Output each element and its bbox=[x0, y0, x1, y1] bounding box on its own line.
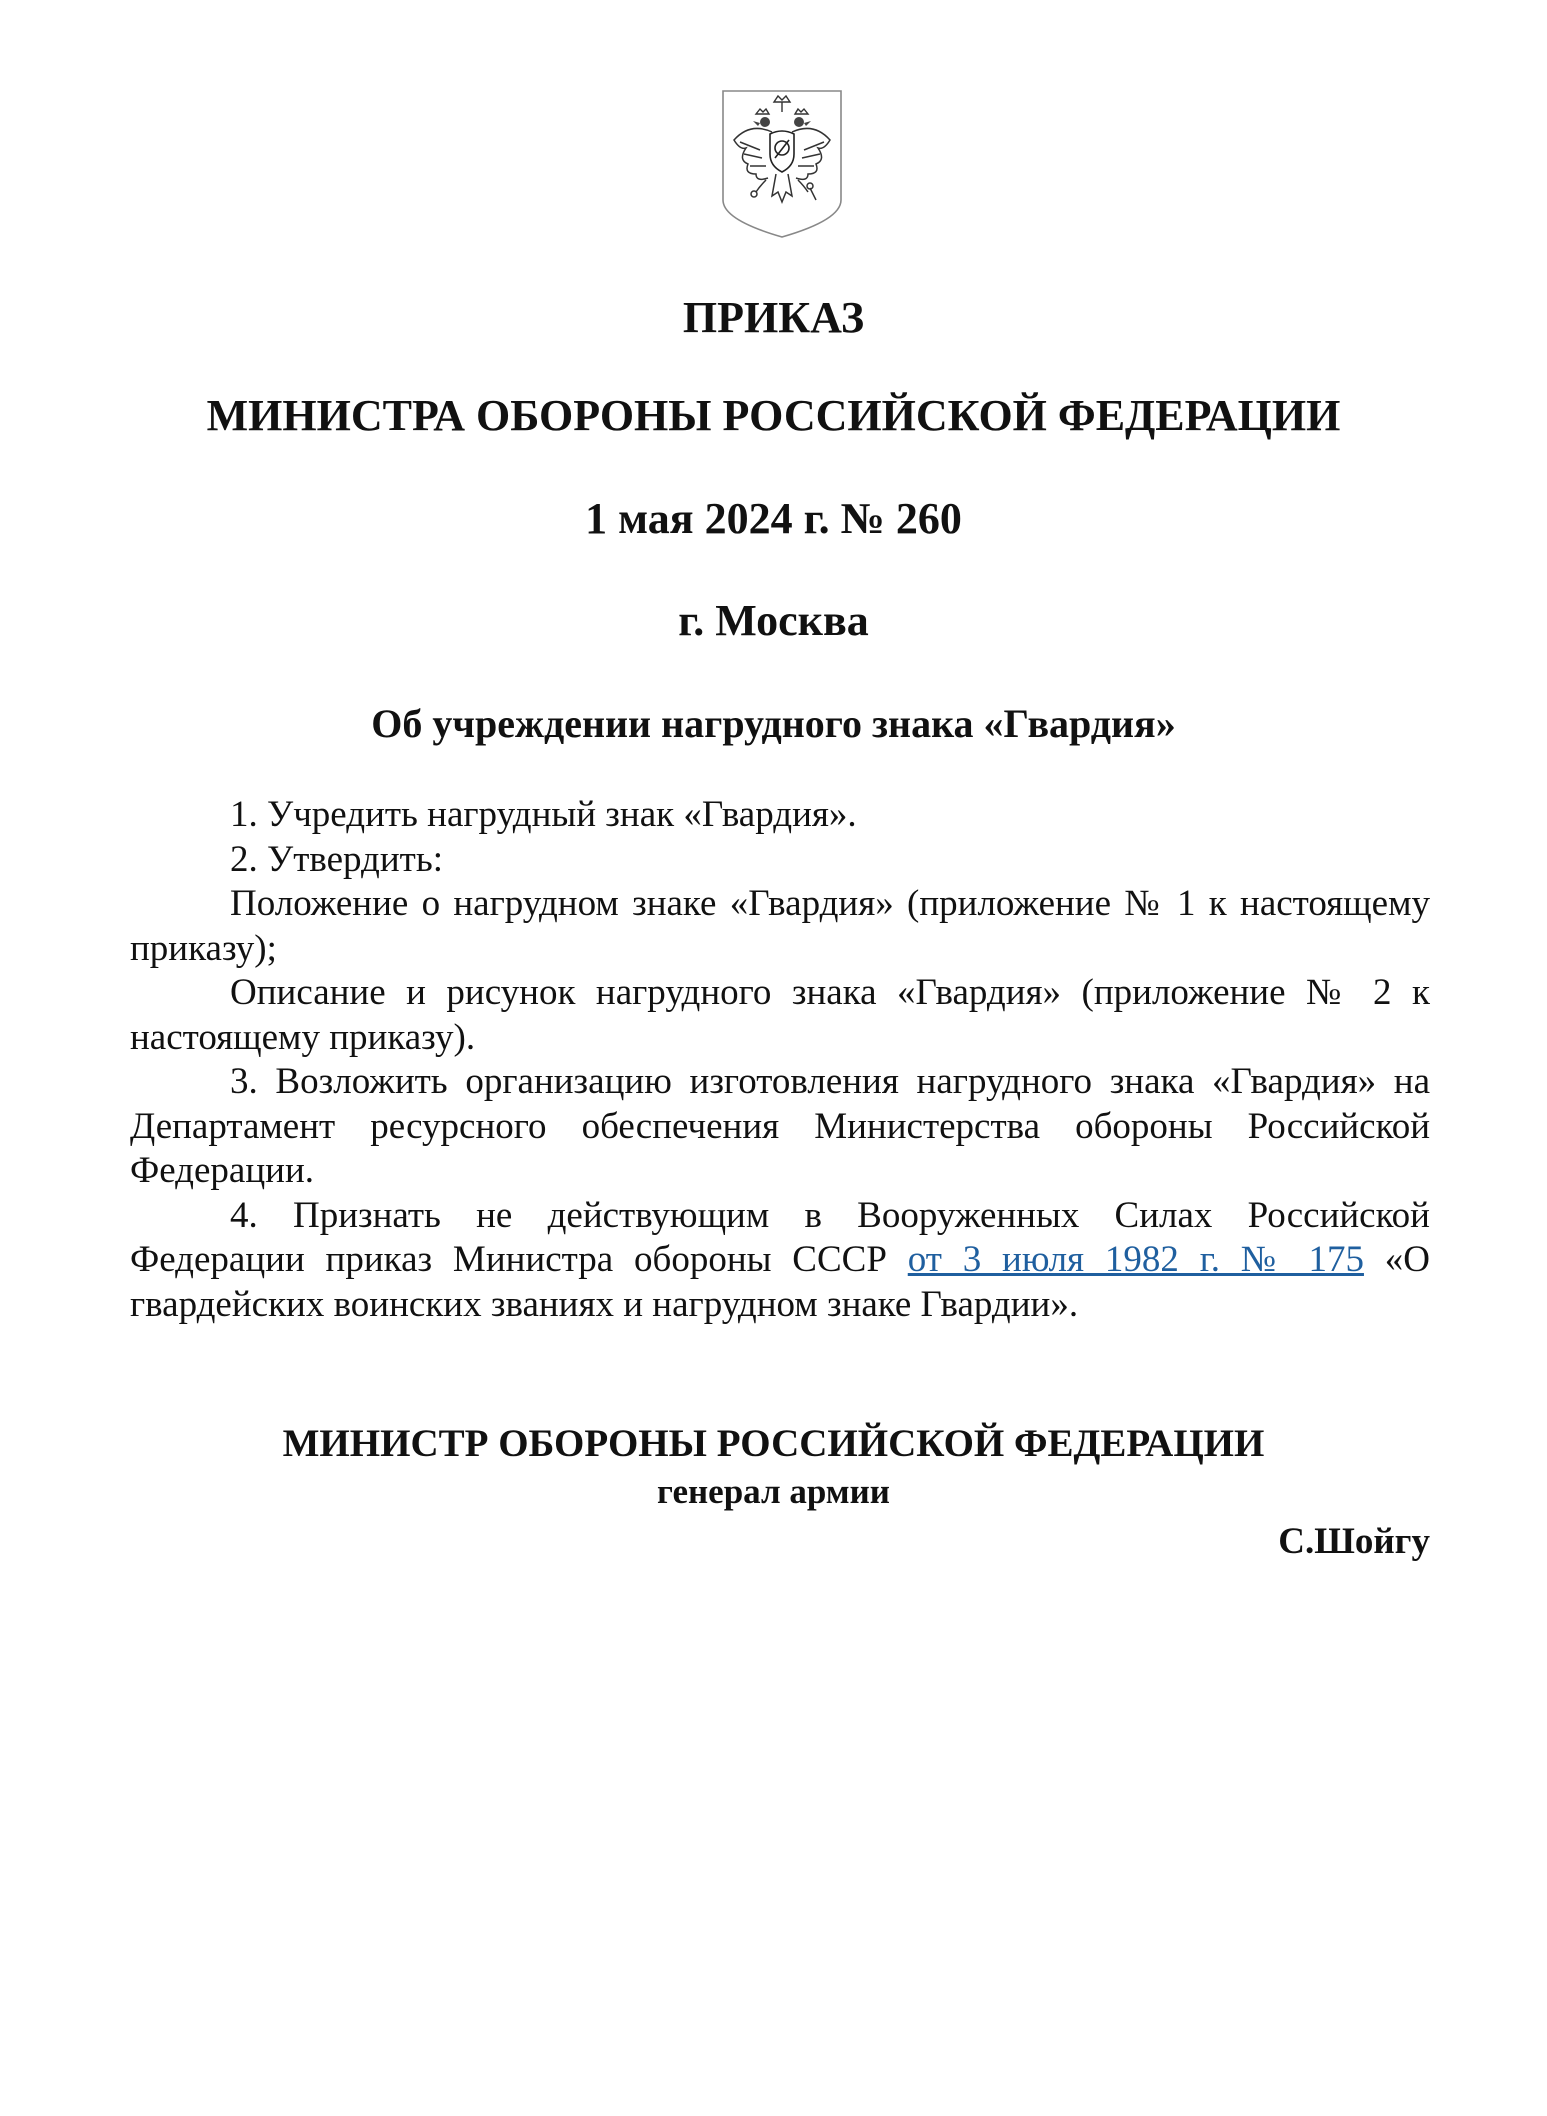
signature-name: С.Шойгу bbox=[1278, 1521, 1430, 1562]
paragraph-2: 2. Утвердить: bbox=[230, 838, 444, 880]
document-city: г. Москва bbox=[678, 596, 869, 645]
paragraph-1: 1. Учредить нагрудный знак «Гвардия». bbox=[230, 794, 857, 835]
document-subtitle: МИНИСТРА ОБОРОНЫ РОССИЙСКОЙ ФЕДЕРАЦИИ bbox=[206, 391, 1341, 440]
order-1982-link[interactable]: от 3 июля 1982 г. № 175 bbox=[907, 1239, 1364, 1280]
document-date-number: 1 мая 2024 г. № 260 bbox=[585, 494, 962, 543]
paragraph-4: Описание и рисунок нагрудного знака «Гвардия» (приложение № 2 к настоящему приказу). bbox=[130, 972, 1430, 1058]
signature-title: МИНИСТР ОБОРОНЫ РОССИЙСКОЙ ФЕДЕРАЦИИ bbox=[282, 1422, 1265, 1465]
signature-rank: генерал армии bbox=[657, 1472, 890, 1511]
coat-of-arms-icon bbox=[720, 88, 844, 240]
paragraph-6-text-start: 4. Признать не действующим в Вооруженных Силах Российской Федерации приказ Министра обороны СССР bbox=[130, 1194, 1430, 1280]
document-body bbox=[130, 793, 1430, 1327]
paragraph-3: Положение о нагрудном знаке «Гвардия» (приложение № 1 к настоящему приказу); bbox=[130, 883, 1430, 969]
paragraph-5: 3. Возложить организацию изготовления нагрудного знака «Гвардия» на Департамент ресурсного обеспечения Министерства обороны Российской Федерации. bbox=[130, 1061, 1430, 1191]
document-subject: Об учреждении нагрудного знака «Гвардия» bbox=[371, 701, 1176, 746]
paragraph-6-text-end: «О гвардейских воинских званиях и нагрудном знаке Гвардии». bbox=[130, 1239, 1430, 1325]
document-title: ПРИКАЗ bbox=[682, 293, 865, 342]
paragraph-6 bbox=[130, 1194, 1430, 1328]
